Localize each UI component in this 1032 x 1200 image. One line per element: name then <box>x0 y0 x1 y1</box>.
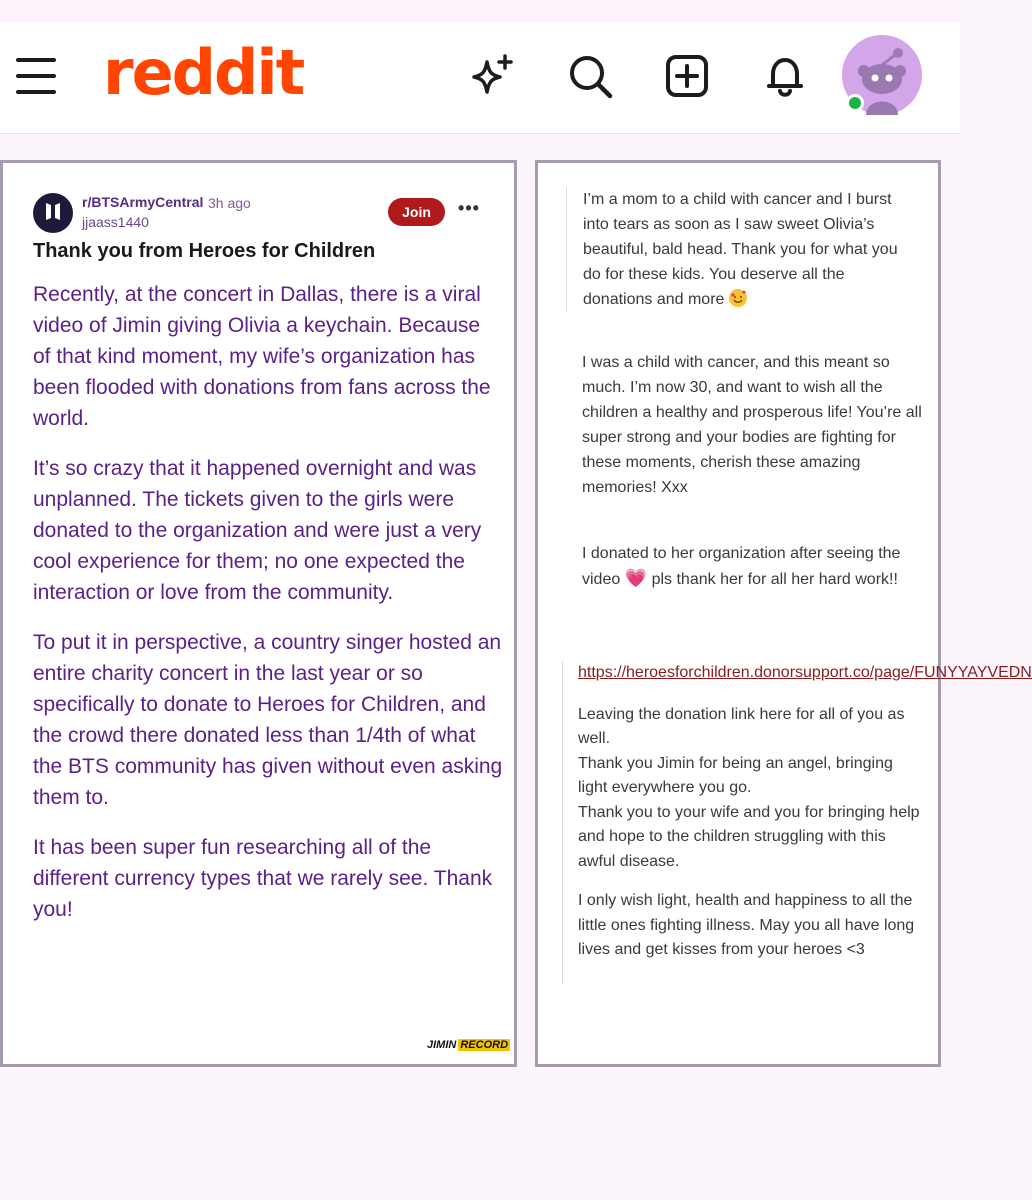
join-button[interactable]: Join <box>388 198 445 226</box>
post-paragraph: To put it in perspective, a country singer hosted an entire charity concert in the last year or so specifically to donate to Heroes for Children, and the crowd there donated less than 1/4th of what the BTS community has given without even asking them to. <box>33 631 503 809</box>
online-status-dot <box>846 94 864 112</box>
comment-paragraph <box>578 703 922 875</box>
post-panel <box>0 160 517 1067</box>
post-time: 3h ago <box>208 195 251 211</box>
post-body <box>33 279 503 944</box>
comment-paragraph: I only wish light, health and happiness to all the little ones fighting illness. May you all have long lives and get kisses from your heroes <3 <box>578 892 915 958</box>
comment-line: Leaving the donation link here for all of you as well. <box>578 705 905 747</box>
reddit-logo[interactable]: reddit <box>103 36 304 109</box>
smiling-face-with-hearts-icon <box>729 289 747 307</box>
post-author[interactable]: jjaass1440 <box>82 214 149 230</box>
watermark <box>427 1036 511 1054</box>
sparkle-icon[interactable] <box>467 52 515 100</box>
comment-text: I was a child with cancer, and this meant so much. I’m now 30, and want to wish all the children a healthy and prosperous life! You’re all super strong and your bodies are fighting for these moments, cherish these amazing memories! Xxx <box>582 354 922 496</box>
create-post-icon[interactable] <box>663 52 711 100</box>
comments-panel <box>535 160 1032 1067</box>
donation-link[interactable]: https://heroesforchildren.donorsupport.co/page/FUNYYAYVEDN <box>578 664 1032 681</box>
post-title[interactable]: Thank you from Heroes for Children <box>33 240 376 262</box>
subreddit-name[interactable]: r/BTSArmyCentral <box>82 194 204 210</box>
subreddit-avatar[interactable] <box>33 193 73 233</box>
post-paragraph: It’s so crazy that it happened overnight and was unplanned. The tickets given to the girls were donated to the organization and were just a very cool experience for them; no one expected the interaction or love from the community. <box>33 457 482 604</box>
post-paragraph: Recently, at the concert in Dallas, there is a viral video of Jimin giving Olivia a keychain. Because of that kind moment, my wife’s organization has been flooded with donations from fans across the world. <box>33 283 491 430</box>
post-paragraph: It has been super fun researching all of the different currency types that we rarely see. Thank you! <box>33 836 493 921</box>
comment-text: I’m a mom to a child with cancer and I burst into tears as soon as I saw sweet Olivia’s beautiful, bald head. Thank you for what you do for these kids. You deserve all the donations and more <box>583 191 898 308</box>
comment <box>562 661 1032 984</box>
bts-logo-icon <box>33 193 73 233</box>
comment <box>582 350 922 500</box>
pink-heart-icon: 💗 <box>624 568 648 588</box>
watermark-text: JIMIN <box>427 1039 457 1051</box>
comment-text: I donated to her organization after seeing the video <box>582 545 901 588</box>
comment <box>566 187 916 312</box>
watermark-text: RECORD <box>460 1039 509 1051</box>
comment <box>582 541 922 592</box>
search-icon[interactable] <box>566 52 614 100</box>
comment-line: Thank you to your wife and you for bringing help and hope to the children struggling with this awful disease. <box>578 803 920 870</box>
more-options-icon[interactable]: ••• <box>458 198 480 218</box>
top-strip <box>0 0 960 22</box>
comment-line: Thank you Jimin for being an angel, bringing light everywhere you go. <box>578 754 893 796</box>
notification-bell-icon[interactable] <box>761 52 809 100</box>
app-header <box>0 22 960 134</box>
menu-icon[interactable] <box>16 58 58 94</box>
comment-text: pls thank her for all her hard work!! <box>651 571 898 588</box>
